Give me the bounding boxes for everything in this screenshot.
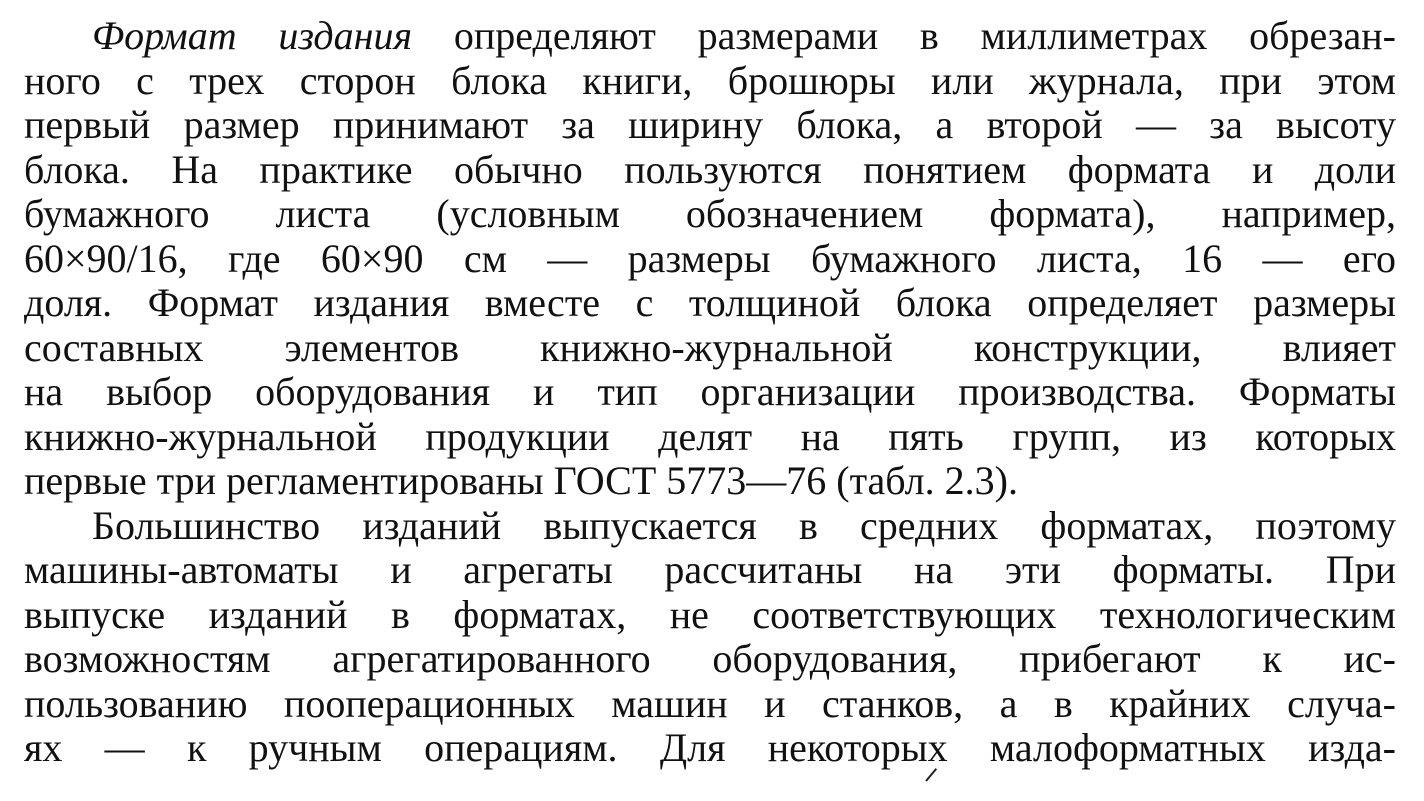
text-line: ного с трех сторон блока книги, брошюры или журнала, при этом <box>24 58 1396 103</box>
text-line: на выбор оборудования и тип организации производства. Форматы <box>24 370 1396 414</box>
text-line: первые три регламентированы ГОСТ 5773—76 (табл. 2.3). <box>24 459 1018 503</box>
text-line: выпуске изданий в форматах, не соответствующих технологическим <box>24 592 1396 637</box>
text-line: блока. На практике обычно пользуются понятием формата и доли <box>24 147 1396 192</box>
text-line: машины-автоматы и агрегаты рассчитаны на эти форматы. При <box>24 548 1396 592</box>
italic-term: Формат издания <box>92 14 413 58</box>
text-line: ях — к ручным операциям. Для некоторых малоформатных изда- <box>24 726 1396 770</box>
text-line: возможностям агрегатированного оборудования, прибегают к ис- <box>24 637 1396 681</box>
text-line-content: определяют размерами в миллиметрах обрезан- <box>412 14 1396 58</box>
text-line <box>24 14 1396 59</box>
text-line: бумажного листа (условным обозначением формата), например, <box>24 192 1396 236</box>
text-line: пользованию пооперационных машин и станков, а в крайних случа- <box>24 681 1396 726</box>
document-page <box>24 14 1396 771</box>
text-line: Большинство изданий выпускается в средних форматах, поэтому <box>92 503 1396 548</box>
text-line: 60×90/16, где 60×90 см — размеры бумажного листа, 16 — его <box>24 236 1396 281</box>
text-line: доля. Формат издания вместе с толщиной блока определяет размеры <box>24 281 1396 325</box>
text-line: первый размер принимают за ширину блока, а второй — за высоту <box>24 103 1396 147</box>
text-line: составных элементов книжно-журнальной конструкции, влияет <box>24 325 1396 370</box>
paragraph-format-definition <box>24 14 1396 504</box>
text-line: книжно-журнальной продукции делят на пять групп, из которых <box>24 414 1396 459</box>
paragraph-formats-production <box>24 504 1396 771</box>
